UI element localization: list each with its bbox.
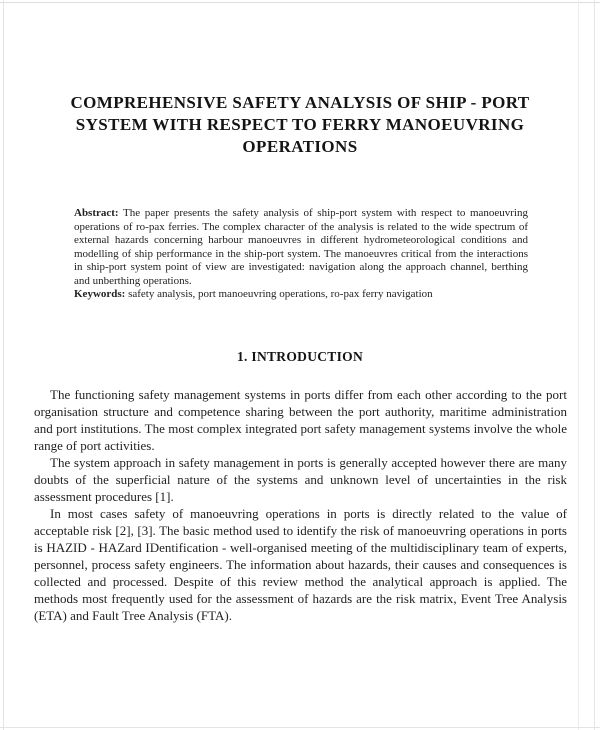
page-title bbox=[0, 92, 600, 158]
title-line: OPERATIONS bbox=[242, 137, 358, 156]
keywords-label: Keywords: bbox=[74, 288, 126, 300]
page-edge-left bbox=[3, 0, 4, 730]
page-edge-right-outer bbox=[594, 0, 595, 730]
introduction-body bbox=[34, 386, 567, 624]
keywords-line bbox=[74, 288, 528, 302]
abstract-block bbox=[74, 207, 528, 302]
paragraph: The functioning safety management systems in ports differ from each other according to the port organisation structure and competence sharing between the port authority, maritime administration and port institutions. The most complex integrated port safety management systems involve the whole range of port activities. bbox=[34, 386, 567, 453]
paragraph: In most cases safety of manoeuvring operations in ports is directly related to the value of acceptable risk [2], [3]. The basic method used to identify the risk of manoeuvring operations in ports is HAZID - HAZard IDentification - well-organised meeting of the multidisciplinary team of experts, personnel, process safety engineers. The information about hazards, their causes and consequences is collected and processed. Despite of this review method the analytical approach is applied. The methods most frequently used for the assessment of hazards are the risk matrix, Event Tree Analysis (ETA) and Fault Tree Analysis (FTA). bbox=[34, 505, 567, 623]
title-line: SYSTEM WITH RESPECT TO FERRY MANOEUVRING bbox=[75, 115, 525, 134]
page-edge-top bbox=[0, 2, 600, 3]
abstract-text: The paper presents the safety analysis of ship-port system with respect to manoeuvring operations of ro-pax ferries. The complex character of the analysis is related to the wide spectrum of external hazards concerning harbour manoeuvres in different hydrometeorological conditions and modelling of ship performance in the ship-port system. The manoeuvres critical from the interactions in ship-port system point of view are investigated: navigation along the approach channel, berthing and unberthing operations. bbox=[74, 207, 528, 287]
paragraph: The system approach in safety management in ports is generally accepted however there are many doubts of the superficial nature of the systems and unknown level of uncertainties in the risk assessment procedures [1]. bbox=[34, 454, 567, 504]
abstract-label: Abstract: bbox=[74, 207, 119, 219]
title-line: COMPREHENSIVE SAFETY ANALYSIS OF SHIP - PORT bbox=[70, 93, 530, 112]
section-heading-introduction: 1. INTRODUCTION bbox=[236, 348, 363, 364]
page-edge-right-inner bbox=[578, 0, 579, 730]
page-edge-bottom bbox=[0, 727, 600, 728]
abstract-paragraph bbox=[74, 207, 528, 288]
keywords-text: safety analysis, port manoeuvring operations, ro-pax ferry navigation bbox=[128, 288, 433, 300]
